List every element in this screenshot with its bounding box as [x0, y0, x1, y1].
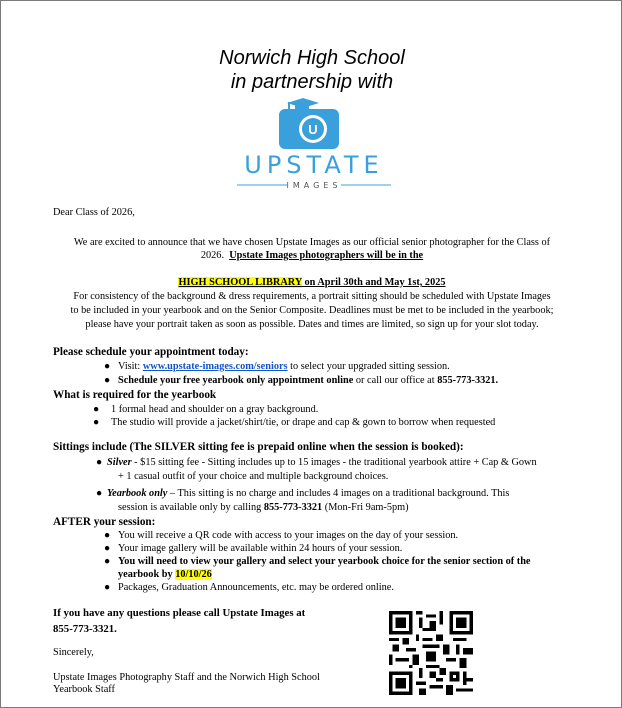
bullet: ●	[96, 488, 103, 499]
dates: on April 30th and May 1st, 2025	[301, 277, 446, 288]
brand-text: UPSTATE	[244, 151, 384, 179]
after-heading: AFTER your session:	[53, 516, 156, 528]
silver-name: Silver	[107, 457, 132, 468]
after-item-3-line-1: You will need to view your gallery and select your yearbook choice for the senior section of the	[118, 556, 531, 567]
required-item-2: The studio will provide a jacket/shirt/tie, or drape and cap & gown to borrow when requested	[111, 417, 496, 428]
yearbook-line-2: session is available only by calling 855-773-3321 (Mon-Fri 9am-5pm)	[118, 502, 409, 513]
bullet: ●	[104, 530, 111, 541]
bullet: ●	[104, 556, 111, 567]
sincerely: Sincerely,	[53, 647, 94, 658]
para-line-3: please have your portrait taken as soon as possible. Dates and times are limited, so sign up for your slot today.	[85, 319, 539, 330]
title-line-1: Norwich High School	[219, 47, 405, 69]
deadline-date: 10/10/26	[175, 569, 212, 580]
upstate-images-logo	[229, 97, 399, 193]
bullet: ●	[96, 457, 103, 468]
seniors-link[interactable]: www.upstate-images.com/seniors	[142, 361, 288, 372]
silver-line-2: + 1 casual outfit of your choice and multiple background choices.	[118, 471, 389, 482]
after-item-2: Your image gallery will be available within 24 hours of your session.	[118, 543, 403, 554]
questions-line-2: 855-773-3321.	[53, 623, 117, 635]
bullet: ●	[93, 417, 100, 428]
bullet: ●	[104, 375, 111, 386]
bullet: ●	[104, 582, 111, 593]
after-item-1: You will receive a QR code with access to your images on the day of your session.	[118, 530, 459, 541]
title-line-2: in partnership with	[230, 71, 394, 93]
greeting: Dear Class of 2026,	[53, 207, 135, 218]
intro-bold: Upstate Images photographers will be in the	[229, 250, 424, 261]
yearbook-name: Yearbook only	[107, 488, 168, 499]
required-heading: What is required for the yearbook	[53, 389, 217, 401]
signature-line-2: Yearbook Staff	[53, 684, 115, 695]
silver-line-1: Silver - $15 sitting fee - Sitting includes up to 15 images - the traditional yearbook attire + Cap & Gown	[107, 457, 537, 468]
qr-code-icon[interactable]	[389, 611, 473, 695]
bullet: ●	[93, 404, 100, 415]
camera-graduation-cap-icon	[279, 98, 339, 149]
intro-line-1: We are excited to announce that we have chosen Upstate Images as our official senior photographer for the Class of	[73, 237, 551, 248]
questions-line-1: If you have any questions please call Upstate Images at	[53, 607, 306, 619]
after-item-4: Packages, Graduation Announcements, etc. may be ordered online.	[118, 582, 394, 593]
intro-year: 2026.	[200, 250, 225, 261]
signature-line-1: Upstate Images Photography Staff and the Norwich High School	[53, 672, 320, 683]
svg-text:U: U	[308, 122, 318, 137]
bullet: ●	[104, 361, 111, 372]
after-item-3-line-2: yearbook by 10/10/26	[118, 569, 212, 580]
para-line-1: For consistency of the background & dress requirements, a portrait sitting should be scheduled with Upstate Images	[73, 291, 551, 302]
bullet: ●	[104, 543, 111, 554]
brand-subtext: IMAGES	[286, 181, 342, 190]
sittings-heading: Sittings include (The SILVER sitting fee is prepaid online when the session is booked):	[53, 441, 464, 453]
yearbook-line-1: Yearbook only – This sitting is no charge and includes 4 images on a traditional background. This	[107, 488, 510, 499]
para-line-2: to be included in your yearbook and on the Senior Composite. Deadlines must be met to be included in the yearbook;	[70, 305, 554, 316]
schedule-heading: Please schedule your appointment today:	[53, 346, 249, 358]
intro-line-2	[1, 250, 622, 262]
location-line	[1, 277, 622, 289]
schedule-item-2: Schedule your free yearbook only appointment online or call our office at 855-773-3321.	[118, 375, 499, 386]
required-item-1: 1 formal head and shoulder on a gray background.	[111, 404, 319, 415]
location: HIGH SCHOOL LIBRARY	[178, 277, 302, 288]
schedule-item-1: Visit: www.upstate-images.com/seniors to select your upgraded sitting session.	[118, 361, 450, 372]
